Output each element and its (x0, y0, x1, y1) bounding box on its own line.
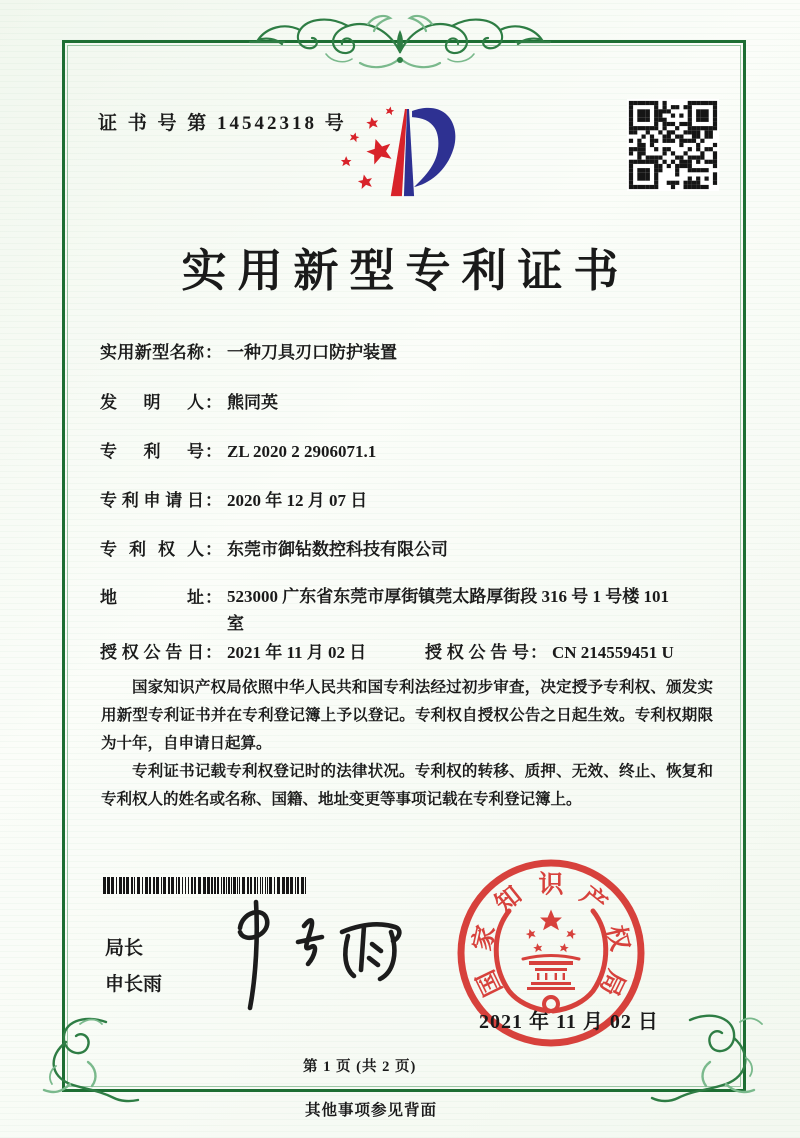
field-label: 授权公告日 (100, 643, 204, 662)
field-patent-number (100, 437, 376, 462)
svg-text:权: 权 (601, 922, 634, 954)
field-address (100, 583, 682, 637)
field-label: 专利号 (100, 442, 204, 461)
field-value: ZL 2020 2 2906071.1 (227, 442, 377, 461)
field-colon: ： (205, 393, 222, 412)
field-label: 实用新型名称 (100, 343, 204, 362)
certificate-title: 实用新型专利证书 (181, 246, 630, 296)
svg-text:家: 家 (468, 922, 501, 954)
svg-text:识: 识 (538, 871, 564, 899)
director-name: 申长雨 (105, 974, 163, 995)
field-inventor (100, 388, 278, 413)
field-utility-model-name (100, 338, 397, 363)
svg-text:局: 局 (594, 965, 630, 1000)
field-value: 东莞市御钻数控科技有限公司 (227, 540, 448, 559)
legal-text-block (101, 674, 713, 814)
svg-text:知: 知 (490, 881, 527, 919)
director-title: 局长 (105, 938, 144, 959)
field-colon: ： (205, 588, 222, 607)
field-value: CN 214559451 U (552, 643, 674, 662)
field-value: 2020 年 12 月 07 日 (227, 491, 368, 510)
ornament-bottom-right-icon (650, 1010, 766, 1112)
field-patentee (100, 535, 448, 560)
seal-date: 2021 年 11 月 02 日 (479, 1011, 659, 1033)
field-label: 授权公告号 (425, 643, 529, 662)
field-filing-date (100, 486, 367, 511)
field-colon: ： (205, 643, 222, 662)
certificate-number: 证 书 号 第 14542318 号 (98, 113, 347, 134)
field-value: 一种刀具刃口防护装置 (227, 343, 397, 362)
page-number: 第 1 页 (共 2 页) (303, 1059, 417, 1075)
field-colon: ： (205, 442, 222, 461)
back-side-note: 其他事项参见背面 (305, 1102, 438, 1119)
barcode-icon (103, 877, 309, 894)
field-label: 专利权人 (100, 540, 204, 559)
field-value: 熊同英 (227, 393, 278, 412)
legal-paragraph: 国家知识产权局依照中华人民共和国专利法经过初步审查，决定授予专利权、颁发实用新型专利证书并在专利登记簿上予以登记。专利权自授权公告之日起生效。专利权期限为十年，自申请日起算。 (101, 679, 713, 752)
svg-text:国: 国 (472, 965, 508, 1000)
legal-paragraph: 专利证书记载专利权登记时的法律状况。专利权的转移、质押、无效、终止、恢复和专利权人的姓名或名称、国籍、地址变更等事项记载在专利登记簿上。 (101, 763, 713, 808)
field-label: 地址 (100, 588, 204, 607)
field-grant-date (100, 638, 366, 663)
field-colon: ： (530, 643, 547, 662)
director-signature (212, 896, 422, 1016)
field-label: 发明人 (100, 393, 204, 412)
ornament-top-icon (248, 10, 552, 76)
ornament-bottom-left-icon (36, 1016, 142, 1110)
field-colon: ： (205, 491, 222, 510)
svg-text:产: 产 (575, 881, 612, 919)
field-value: 2021 年 11 月 02 日 (227, 643, 367, 662)
cnipa-logo-icon (333, 90, 485, 208)
qr-code-icon (627, 99, 719, 191)
field-label: 专利申请日 (100, 491, 204, 510)
field-colon: ： (205, 540, 222, 559)
field-colon: ： (205, 343, 222, 362)
field-value: 523000 广东省东莞市厚街镇莞太路厚街段 316 号 1 号楼 101 室 (227, 587, 669, 633)
field-grant-number (425, 638, 674, 663)
